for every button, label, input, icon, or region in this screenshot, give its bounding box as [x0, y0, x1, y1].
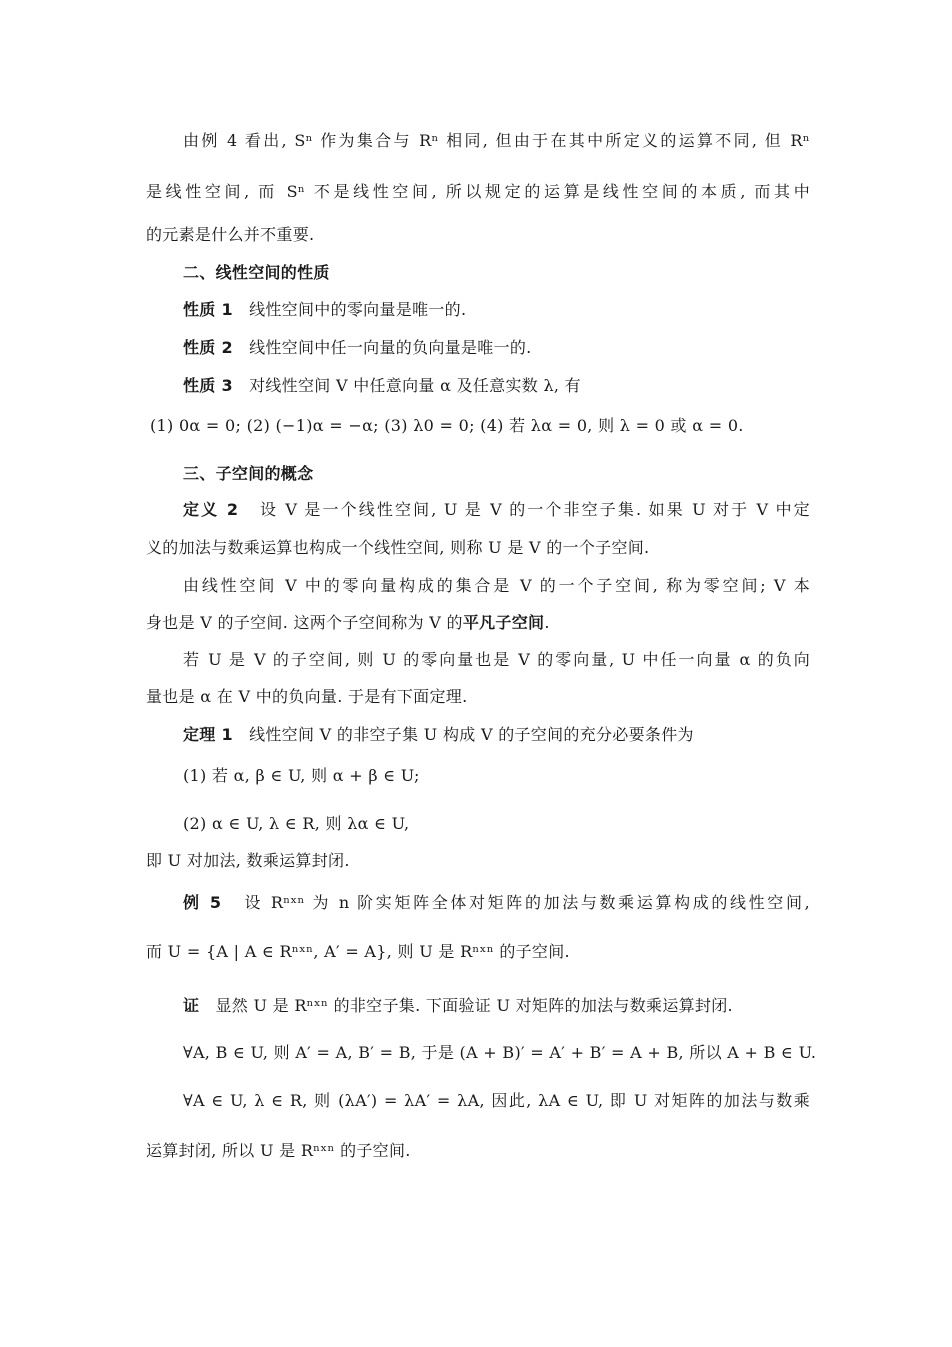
definition-text: 设 V 是一个线性空间, U 是 V 的一个非空子集. 如果 U 对于 V 中定: [260, 500, 810, 519]
definition-line: [183, 499, 810, 521]
formula-line: (1) 0α = 0; (2) (−1)α = −α; (3) λ0 = 0; (4) 若 λα = 0, 则 λ = 0 或 α = 0.: [150, 416, 744, 435]
property-text: 线性空间中的零向量是唯一的.: [249, 300, 467, 319]
proof-text: 显然 U 是 Rⁿˣⁿ 的非空子集. 下面验证 U 对矩阵的加法与数乘运算封闭.: [215, 996, 733, 1015]
property-label: 性质 2: [183, 338, 233, 357]
section-heading: 三、子空间的概念: [183, 464, 314, 483]
paragraph-text: 身也是 V 的子空间. 这两个子空间称为 V 的: [146, 613, 463, 632]
property-line: [183, 375, 810, 397]
paragraph-line: 义的加法与数乘运算也构成一个线性空间, 则称 U 是 V 的一个子空间.: [146, 538, 650, 557]
property-line: [183, 299, 810, 321]
paragraph-line: 即 U 对加法, 数乘运算封闭.: [146, 851, 350, 870]
proof-line: 运算封闭, 所以 U 是 Rⁿˣⁿ 的子空间.: [146, 1141, 411, 1160]
condition-line: (2) α ∈ U, λ ∈ R, 则 λα ∈ U,: [183, 814, 410, 833]
proof-line: ∀A, B ∈ U, 则 A′ = A, B′ = B, 于是 (A + B)′ = A′ + B′ = A + B, 所以 A + B ∈ U.: [183, 1043, 817, 1062]
section-heading: 二、线性空间的性质: [183, 263, 330, 282]
property-text: 线性空间中任一向量的负向量是唯一的.: [249, 338, 532, 357]
example-text: 设 Rⁿˣⁿ 为 n 阶实矩阵全体对矩阵的加法与数乘运算构成的线性空间,: [244, 893, 810, 912]
paragraph-line: 量也是 α 在 V 中的负向量. 于是有下面定理.: [146, 687, 468, 706]
term-trivial-subspace: 平凡子空间: [462, 613, 545, 632]
property-label: 性质 3: [183, 376, 233, 395]
example-label: 例 5: [183, 893, 222, 912]
definition-label: 定义 2: [183, 500, 239, 519]
proof-label: 证: [183, 996, 200, 1015]
proof-line: [183, 995, 810, 1017]
theorem-line: [183, 724, 810, 746]
condition-line: (1) 若 α, β ∈ U, 则 α + β ∈ U;: [183, 766, 420, 785]
theorem-text: 线性空间 V 的非空子集 U 构成 V 的子空间的充分必要条件为: [249, 725, 694, 744]
example-line: [183, 892, 810, 914]
paragraph-line: 由例 4 看出, Sⁿ 作为集合与 Rⁿ 相同, 但由于在其中所定义的运算不同, 但 Rⁿ: [183, 131, 810, 150]
paragraph-line: 若 U 是 V 的子空间, 则 U 的零向量也是 V 的零向量, U 中任一向量 α 的负向: [183, 650, 810, 669]
proof-line: ∀A ∈ U, λ ∈ R, 则 (λA′) = λA′ = λA, 因此, λA ∈ U, 即 U 对矩阵的加法与数乘: [183, 1091, 810, 1110]
property-line: [183, 337, 810, 359]
paragraph-text: .: [544, 613, 550, 632]
paragraph-line: 是线性空间, 而 Sⁿ 不是线性空间, 所以规定的运算是线性空间的本质, 而其中: [146, 182, 810, 201]
theorem-label: 定理 1: [183, 725, 233, 744]
paragraph-line: 的元素是什么并不重要.: [146, 225, 315, 244]
property-label: 性质 1: [183, 300, 233, 319]
paragraph-line: [146, 612, 810, 634]
paragraph-line: 而 U = {A | A ∈ Rⁿˣⁿ, A′ = A}, 则 U 是 Rⁿˣⁿ 的子空间.: [146, 942, 570, 961]
paragraph-line: 由线性空间 V 中的零向量构成的集合是 V 的一个子空间, 称为零空间; V 本: [183, 576, 810, 595]
property-text: 对线性空间 V 中任意向量 α 及任意实数 λ, 有: [249, 376, 581, 395]
